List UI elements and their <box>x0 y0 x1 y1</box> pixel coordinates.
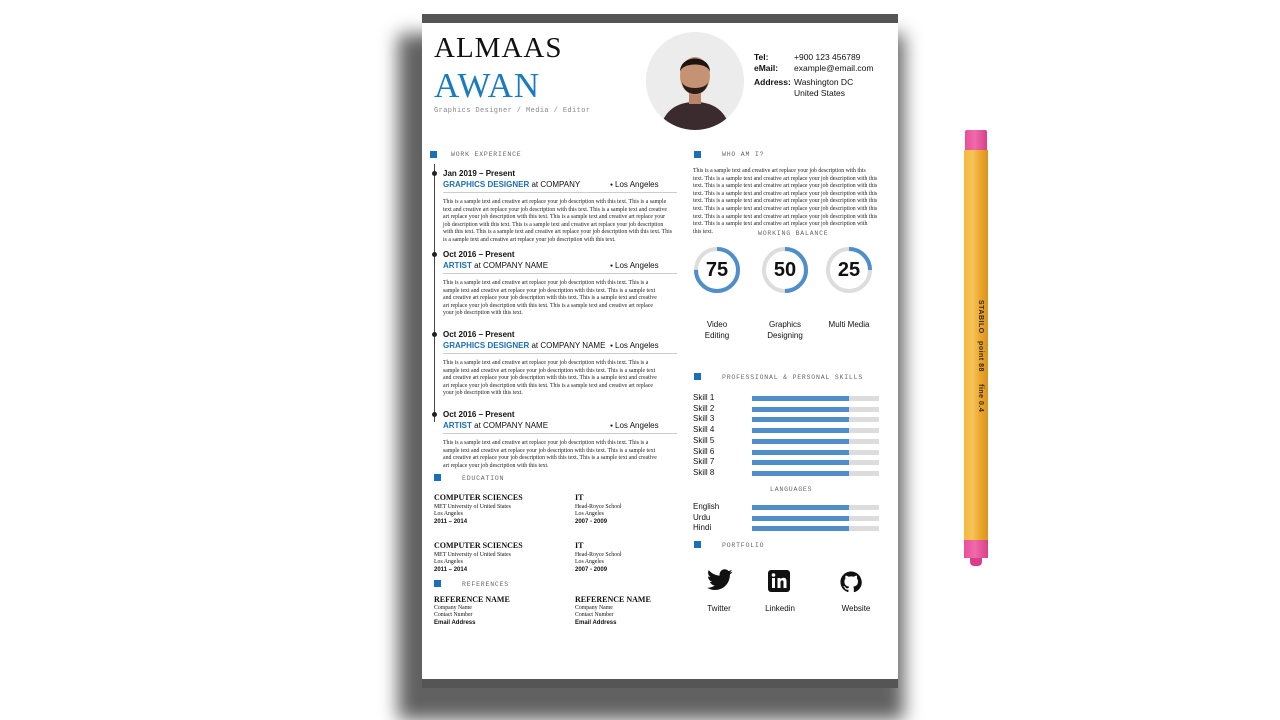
education-school: Head-Royce School <box>575 504 622 510</box>
reference-company: Company Name <box>434 605 472 611</box>
timeline-dot <box>432 332 437 337</box>
portfolio-section-title: PORTFOLIO <box>722 542 765 549</box>
work-description-line: sample text and creative art replace your job description with this text. This is a sample text <box>443 447 656 454</box>
work-description-line: and creative art replace your job description with this text. This is a sample text and creative <box>443 375 657 382</box>
twitter-label[interactable]: Twitter <box>707 604 731 613</box>
skill-label: Skill 4 <box>693 425 715 435</box>
work-date: Oct 2016 – Present <box>443 250 515 259</box>
skill-bar-fill <box>752 417 849 422</box>
balance-label-line-1: Multi Media <box>828 320 870 329</box>
skill-bar-fill <box>752 396 849 401</box>
work-description <box>443 440 693 470</box>
who-text-line: this text. <box>693 228 713 235</box>
twitter-icon[interactable] <box>707 569 733 595</box>
balance-label <box>809 319 889 330</box>
education-school: MET University of United States <box>434 504 511 510</box>
skill-bar-track <box>752 407 879 412</box>
education-city: Los Angeles <box>434 511 463 517</box>
skill-label: Skill 8 <box>693 467 715 477</box>
who-section-marker <box>694 151 701 158</box>
timeline-dot <box>432 252 437 257</box>
language-label: Hindi <box>693 523 712 533</box>
language-bar-track <box>752 505 879 510</box>
work-description-line: your job description with this text. <box>443 310 523 317</box>
work-location-text: Los Angeles <box>615 341 659 350</box>
education-section-marker <box>434 474 441 481</box>
work-location-text: Los Angeles <box>615 180 659 189</box>
skill-label: Skill 3 <box>693 414 715 424</box>
languages-section-title: LANGUAGES <box>770 486 813 493</box>
work-description-line: with this text. This is a sample text and creative art replace your job description with this text. This <box>443 229 673 236</box>
profile-photo <box>646 32 744 130</box>
resume-page <box>422 14 898 688</box>
who-text-line: text. This is a sample text and creative art replace your job description with <box>693 221 868 228</box>
location-pin-icon: ● <box>610 342 614 349</box>
pen-tail <box>964 540 988 558</box>
language-label: Urdu <box>693 512 711 522</box>
balance-label-line-1: Graphics <box>768 320 801 329</box>
linkedin-icon[interactable] <box>768 570 790 592</box>
pen-size: fine 0.4 <box>977 384 984 413</box>
work-description-line: This is a sample text and creative art replace your job description with this text. This is a <box>443 280 649 286</box>
work-description-line: text and creative art replace your job description with this text. This is a sample text and creative <box>443 206 667 213</box>
skill-bar-fill <box>752 460 849 465</box>
education-section-title: EDUCATION <box>462 475 505 482</box>
work-description-line: and creative art replace your job description with this text. This is a sample text and creative <box>443 455 657 462</box>
work-role: ARTIST <box>443 261 472 270</box>
work-title <box>443 341 605 350</box>
who-text-line: text. This is a sample text and creative art replace your job description with this <box>693 213 878 220</box>
work-company: at COMPANY <box>529 180 581 189</box>
education-city: Los Angeles <box>575 511 604 517</box>
who-text <box>693 168 877 236</box>
reference-contact: Contact Number <box>575 612 614 618</box>
avatar-icon <box>646 32 744 130</box>
skill-bar-fill <box>752 450 849 455</box>
skill-bar-track <box>752 450 879 455</box>
work-description-line: This is a sample text and creative art replace your job description with this text. This is a <box>443 360 649 366</box>
work-date: Oct 2016 – Present <box>443 330 515 339</box>
work-description-line: sample text and creative art replace your job description with this text. This is a sample text <box>443 287 656 294</box>
work-description-line: and creative art replace your job description with this text. This is a sample text and creative <box>443 295 657 302</box>
work-divider <box>443 273 677 274</box>
work-company: at COMPANY NAME <box>471 261 549 270</box>
reference-name: REFERENCE NAME <box>575 595 651 604</box>
work-title <box>443 261 548 270</box>
balance-label-line-2: Editing <box>704 331 730 340</box>
work-section-title: WORK EXPERIENCE <box>451 151 522 158</box>
location-pin-icon: ● <box>610 422 614 429</box>
education-years: 2011 – 2014 <box>434 519 468 525</box>
education-years: 2007 - 2009 <box>575 567 608 573</box>
who-section-title: WHO AM I? <box>722 151 765 158</box>
work-role: ARTIST <box>443 421 472 430</box>
work-description <box>443 280 693 318</box>
education-city: Los Angeles <box>575 559 604 565</box>
first-name: ALMAAS <box>434 32 563 64</box>
pen-tip <box>970 558 982 566</box>
pen-model: point 88 <box>977 341 984 372</box>
work-divider <box>443 192 677 193</box>
skill-label: Skill 5 <box>693 435 715 445</box>
work-section-marker <box>430 151 437 158</box>
education-city: Los Angeles <box>434 559 463 565</box>
address-label: Address: <box>754 77 791 87</box>
language-bar-fill <box>752 526 849 531</box>
work-description-line: art replace your job description with this text. <box>443 462 549 469</box>
education-title: COMPUTER SCIENCES <box>434 493 523 502</box>
skill-label: Skill 1 <box>693 393 715 402</box>
work-divider <box>443 433 677 434</box>
education-years: 2011 – 2014 <box>434 567 468 573</box>
who-text-line: text. This is a sample text and creative art replace your job description with this <box>693 190 878 197</box>
work-location <box>610 341 659 350</box>
work-description-line: This is a sample text and creative art replace your job description with this text. This is a sample <box>443 199 667 205</box>
website-label[interactable]: Website <box>841 604 871 613</box>
location-pin-icon: ● <box>610 181 614 188</box>
tel-value: +900 123 456789 <box>794 52 861 62</box>
work-description <box>443 199 693 245</box>
work-description-line: art replace your job description with this text. This is a sample text and creative art replace <box>443 302 653 309</box>
balance-value: 50 <box>773 259 797 281</box>
skill-bar-track <box>752 417 879 422</box>
education-years: 2007 - 2009 <box>575 519 608 525</box>
work-timeline <box>434 164 435 422</box>
education-title: IT <box>575 541 584 550</box>
skills-section-title: PROFESSIONAL & PERSONAL SKILLS <box>722 374 864 381</box>
work-description <box>443 360 693 398</box>
timeline-dot <box>432 412 437 417</box>
work-description-line: art replace your job description with this text. This is a sample text and creative art replace <box>443 382 653 389</box>
education-school: Head-Royce School <box>575 552 622 558</box>
tel-label: Tel: <box>754 52 769 62</box>
skill-bar-track <box>752 396 879 401</box>
reference-contact: Contact Number <box>434 612 473 618</box>
reference-name: REFERENCE NAME <box>434 595 510 604</box>
pen-brand: STABILO <box>977 300 984 334</box>
work-divider <box>443 353 677 354</box>
work-company: at COMPANY NAME <box>471 421 549 430</box>
linkedin-label[interactable]: Linkedin <box>765 604 795 613</box>
email-value: example@email.com <box>794 63 874 73</box>
address-line-2: United States <box>794 88 846 98</box>
work-location-text: Los Angeles <box>615 421 659 430</box>
work-description-line: is a sample text and creative art replace your job description with this text. <box>443 236 616 243</box>
work-description-line: sample text and creative art replace your job description with this text. This is a sample text <box>443 367 656 374</box>
skill-bar-fill <box>752 407 849 412</box>
references-section-title: REFERENCES <box>462 581 510 588</box>
last-name: AWAN <box>434 66 541 105</box>
language-bar-fill <box>752 505 849 510</box>
skill-bar-track <box>752 471 879 476</box>
balance-section-title: WORKING BALANCE <box>758 230 829 237</box>
skill-bar-fill <box>752 471 849 476</box>
skill-label: Skill 2 <box>693 403 715 413</box>
who-text-line: text. This is a sample text and creative art replace your job description with this <box>693 205 878 212</box>
skill-bar-fill <box>752 439 849 444</box>
work-date: Jan 2019 – Present <box>443 169 516 178</box>
work-location <box>610 421 659 430</box>
skill-bar-fill <box>752 428 849 433</box>
work-location-text: Los Angeles <box>615 261 659 270</box>
github-icon[interactable] <box>840 571 862 593</box>
portfolio-section-marker <box>694 541 701 548</box>
references-section-marker <box>434 580 441 587</box>
skill-bar-track <box>752 428 879 433</box>
skill-label: Skill 6 <box>693 446 715 456</box>
work-title <box>443 180 580 189</box>
location-pin-icon: ● <box>610 262 614 269</box>
balance-label-line-1: Video <box>706 320 728 329</box>
reference-company: Company Name <box>575 605 613 611</box>
work-location <box>610 261 659 270</box>
education-title: COMPUTER SCIENCES <box>434 541 523 550</box>
education-school: MET University of United States <box>434 552 511 558</box>
education-title: IT <box>575 493 584 502</box>
language-bar-track <box>752 526 879 531</box>
language-bar-fill <box>752 516 849 521</box>
pen-label <box>968 300 984 460</box>
address-line-1: Washington DC <box>794 77 854 87</box>
work-role: GRAPHICS DESIGNER <box>443 341 530 350</box>
email-label: eMail: <box>754 63 779 73</box>
who-text-line: This is a sample text and creative art replace your job description with this <box>693 168 866 174</box>
top-bar <box>422 14 898 23</box>
reference-email: Email Address <box>434 620 476 626</box>
language-label: English <box>693 502 720 511</box>
work-role: GRAPHICS DESIGNER <box>443 180 530 189</box>
balance-value: 25 <box>837 259 861 281</box>
skills-section-marker <box>694 373 701 380</box>
work-description-line: job description with this text. This is a sample text and creative art replace your job description <box>443 221 664 228</box>
language-bar-track <box>752 516 879 521</box>
skill-label: Skill 7 <box>693 457 715 467</box>
work-description-line: your job description with this text. <box>443 390 523 397</box>
timeline-dot <box>432 171 437 176</box>
who-text-line: text. This is a sample text and creative art replace your job description with this <box>693 198 878 205</box>
who-text-line: text. This is a sample text and creative art replace your job description with this <box>693 183 878 190</box>
work-date: Oct 2016 – Present <box>443 410 515 419</box>
skill-bar-track <box>752 439 879 444</box>
work-company: at COMPANY NAME <box>529 341 606 350</box>
bottom-bar <box>422 679 898 688</box>
work-description-line: art replace your job description with this text. This is a sample text and creative art replace your <box>443 214 666 221</box>
balance-value: 75 <box>705 259 729 281</box>
skill-bar-track <box>752 460 879 465</box>
work-title <box>443 421 548 430</box>
who-text-line: text. This is a sample text and creative art replace your job description with this <box>693 175 878 182</box>
reference-email: Email Address <box>575 620 617 626</box>
job-title: Graphics Designer / Media / Editor <box>434 107 591 115</box>
balance-label-line-2: Designing <box>767 331 803 340</box>
work-location <box>610 180 659 189</box>
work-description-line: This is a sample text and creative art replace your job description with this text. This is a <box>443 440 649 446</box>
